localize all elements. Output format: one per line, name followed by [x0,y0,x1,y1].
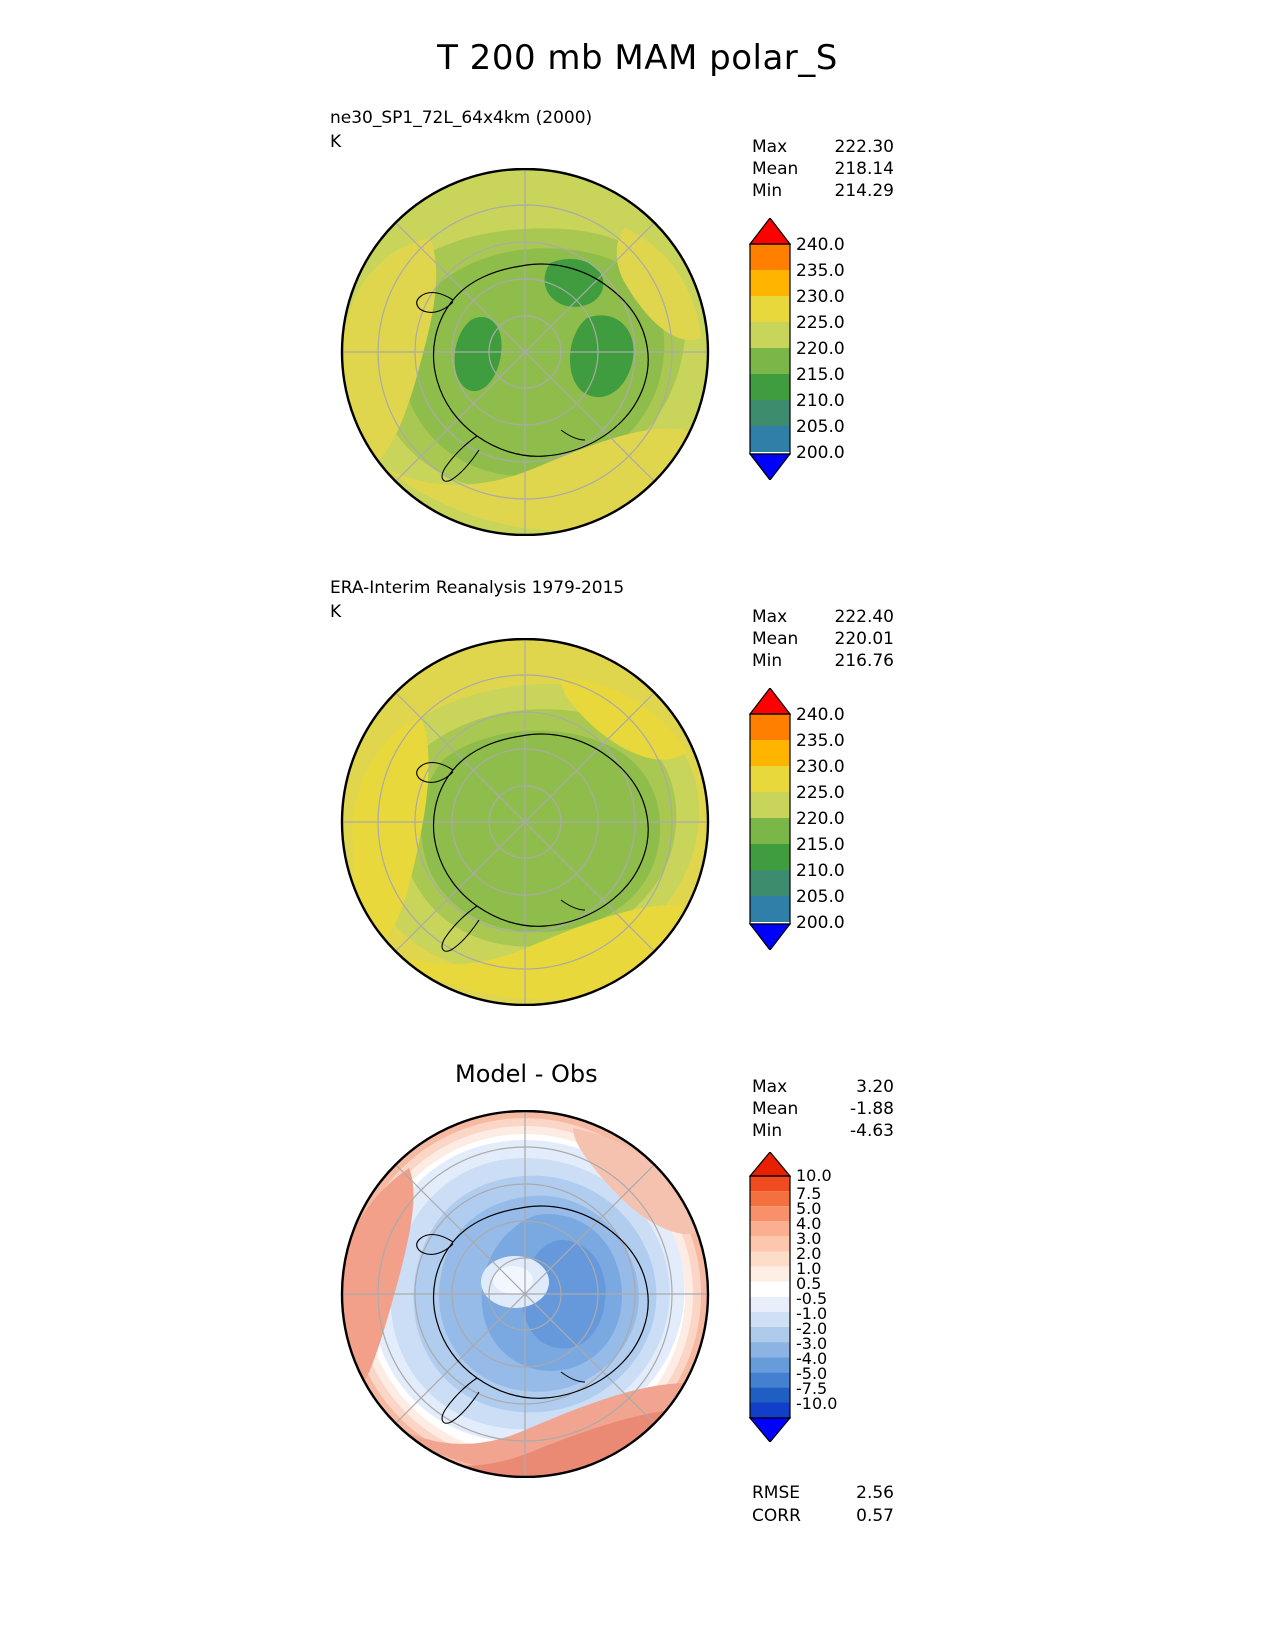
colorbar-tick: 220.0 [796,809,845,829]
polar-map-svg [325,1110,725,1478]
stat-row [752,1482,894,1505]
stat-row [752,650,894,672]
colorbar-tick: 225.0 [796,313,845,333]
colorbar-tick: 230.0 [796,287,845,307]
colorbar-tick: 200.0 [796,443,845,463]
colorbar-tick: -10.0 [796,1394,838,1413]
colorbar-tick: 220.0 [796,339,845,359]
colorbar-obs [748,688,948,950]
panel-diff-footer-stats [752,1482,894,1528]
map-diff [325,1110,725,1478]
stat-row [752,1120,894,1142]
colorbar-tick: 240.0 [796,235,845,255]
stat-label: Mean [752,1099,799,1119]
stat-value: 214.29 [834,181,894,201]
colorbar-tick: 205.0 [796,887,845,907]
stat-value: 2.56 [856,1483,894,1503]
colorbar-tick: 210.0 [796,391,845,411]
stat-label: CORR [752,1506,801,1526]
map-obs [325,638,725,1006]
stat-label: Mean [752,159,799,179]
stat-label: Min [752,181,783,201]
stat-label: Max [752,1077,788,1097]
colorbar-tick: 4.0 [796,1214,822,1233]
stat-row [752,628,894,650]
panel-obs-title: ERA-Interim Reanalysis 1979-2015 [330,578,625,598]
colorbar-tick: 210.0 [796,861,845,881]
stat-value: -4.63 [850,1121,894,1141]
stat-row [752,1505,894,1528]
stat-value: 216.76 [834,651,894,671]
colorbar-tick: 0.5 [796,1274,822,1293]
stat-row [752,606,894,628]
stat-label: Max [752,607,788,627]
colorbar-tick: -0.5 [796,1289,828,1308]
polar-map-svg [325,638,725,1006]
stat-row [752,1098,894,1120]
colorbar-tick: 225.0 [796,783,845,803]
colorbar-tick: -7.5 [796,1379,828,1398]
colorbar-tick: 215.0 [796,365,845,385]
panel-obs-units: K [330,602,342,622]
colorbar-tick: -1.0 [796,1304,828,1323]
panel-obs-stats [752,606,894,672]
stat-label: Max [752,137,788,157]
colorbar-tick: 235.0 [796,731,845,751]
stat-value: 220.01 [834,629,894,649]
stat-value: 222.40 [834,607,894,627]
stat-value: 3.20 [856,1077,894,1097]
stat-label: Mean [752,629,799,649]
colorbar-swatches [748,688,792,950]
panel-diff-stats [752,1076,894,1142]
panel-model-title: ne30_SP1_72L_64x4km (2000) [330,108,593,128]
stat-value: -1.88 [850,1099,894,1119]
colorbar-tick: -5.0 [796,1364,828,1383]
colorbar-tick: 240.0 [796,705,845,725]
colorbar-tick: 215.0 [796,835,845,855]
page-title: T 200 mb MAM polar_S [437,38,838,78]
colorbar-tick: 230.0 [796,757,845,777]
colorbar-tick: 1.0 [796,1259,822,1278]
colorbar-tick: 10.0 [796,1166,832,1185]
colorbar-tick: -4.0 [796,1349,828,1368]
stat-label: Min [752,651,783,671]
colorbar-tick: 200.0 [796,913,845,933]
panel-diff-title: Model - Obs [455,1060,598,1088]
stat-row [752,1076,894,1098]
panel-model-units: K [330,132,342,152]
colorbar-tick: 5.0 [796,1199,822,1218]
colorbar-swatches [748,1152,792,1442]
stat-value: 0.57 [856,1506,894,1526]
stat-label: RMSE [752,1483,801,1503]
colorbar-tick: 7.5 [796,1184,822,1203]
colorbar-tick: 2.0 [796,1244,822,1263]
colorbar-tick: 235.0 [796,261,845,281]
stat-label: Min [752,1121,783,1141]
colorbar-diff [748,1152,948,1442]
colorbar-tick: 205.0 [796,417,845,437]
stat-value: 222.30 [834,137,894,157]
colorbar-tick: -2.0 [796,1319,828,1338]
stat-value: 218.14 [834,159,894,179]
colorbar-tick: 3.0 [796,1229,822,1248]
colorbar-tick: -3.0 [796,1334,828,1353]
